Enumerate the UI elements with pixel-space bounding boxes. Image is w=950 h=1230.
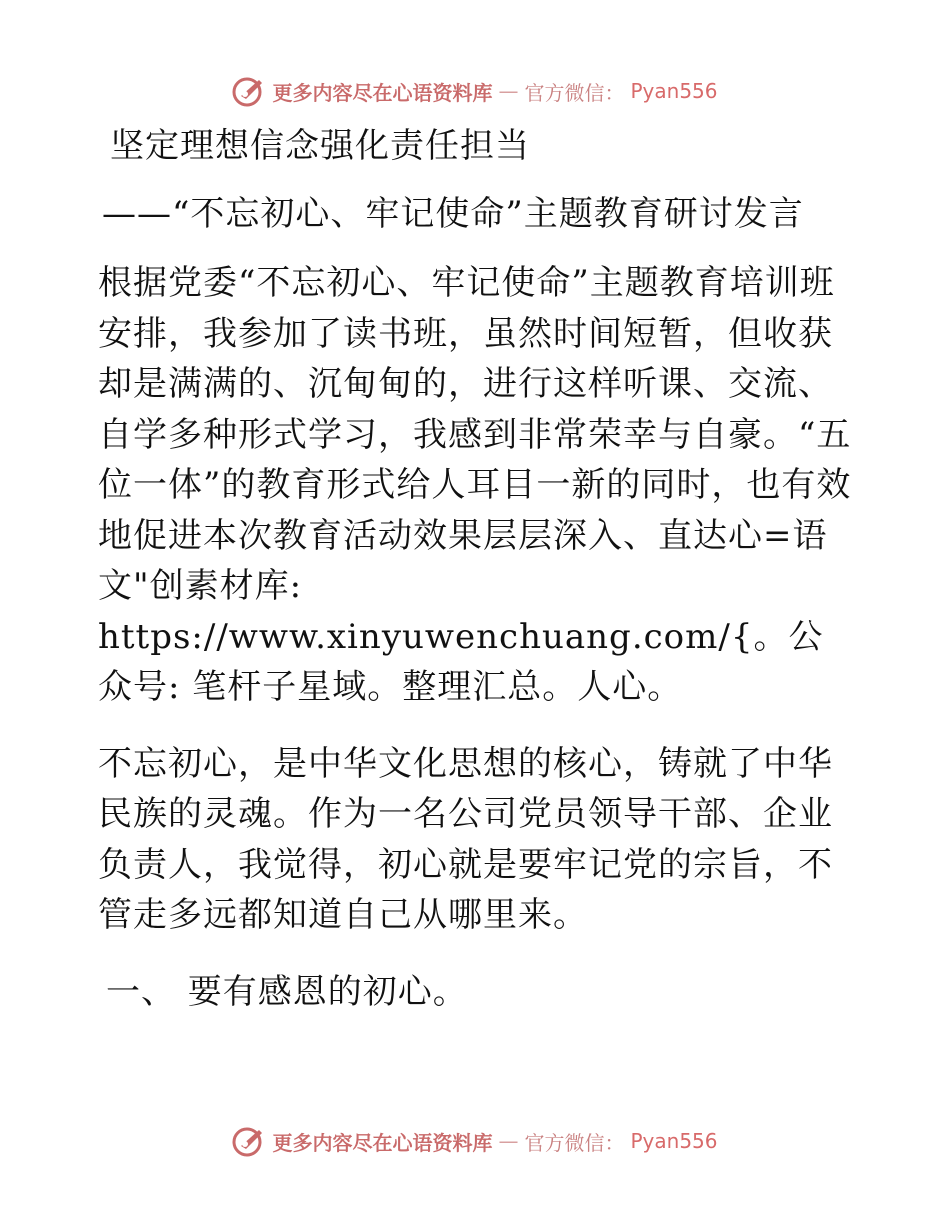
paragraph-1: 根据党委“不忘初心、牢记使命”主题教育培训班安排，我参加了读书班，虽然时间短暂，但收获却是满满的、沉甸甸的，进行这样听课、交流、自学多种形式学习，我感到非常荣幸与自豪。“五位一体”的教育形式给人耳目一新的同时，也有效地促进本次教育活动效果层层深入、直达心=语文"创素材库: https://www.xinyuwenchuang.com/{。公众号: 笔杆子星域。整理汇总。人心。 (98, 263, 852, 707)
watermark-dash: — (498, 79, 519, 103)
watermark-dash: — (498, 1129, 519, 1153)
watermark-official-label: 官方微信： (524, 1130, 625, 1155)
pen-logo-icon (232, 1124, 266, 1158)
watermark-brand: 更多内容尽在心语资料库 (272, 80, 493, 105)
watermark-official-label: 官方微信： (524, 80, 625, 105)
document-subtitle: ——“不忘初心、牢记使命”主题教育研讨发言 (102, 194, 804, 234)
watermark-brand: 更多内容尽在心语资料库 (272, 1130, 493, 1155)
document-title: 坚定理想信念强化责任担当 (110, 126, 530, 166)
pen-logo-icon (232, 74, 266, 108)
paragraph-2: 不忘初心，是中华文化思想的核心，铸就了中华民族的灵魂。作为一名公司党员领导干部、企业负责人，我觉得，初心就是要牢记党的宗旨，不管走多远都知道自己从哪里来。 (98, 743, 833, 935)
section-heading: 一、 要有感恩的初心。 (106, 971, 468, 1012)
watermark-header (0, 74, 950, 108)
document-body (98, 122, 854, 1017)
watermark-footer (0, 1124, 950, 1158)
watermark-wechat-id: Pyan556 (630, 1129, 718, 1153)
watermark-wechat-id: Pyan556 (630, 79, 718, 103)
